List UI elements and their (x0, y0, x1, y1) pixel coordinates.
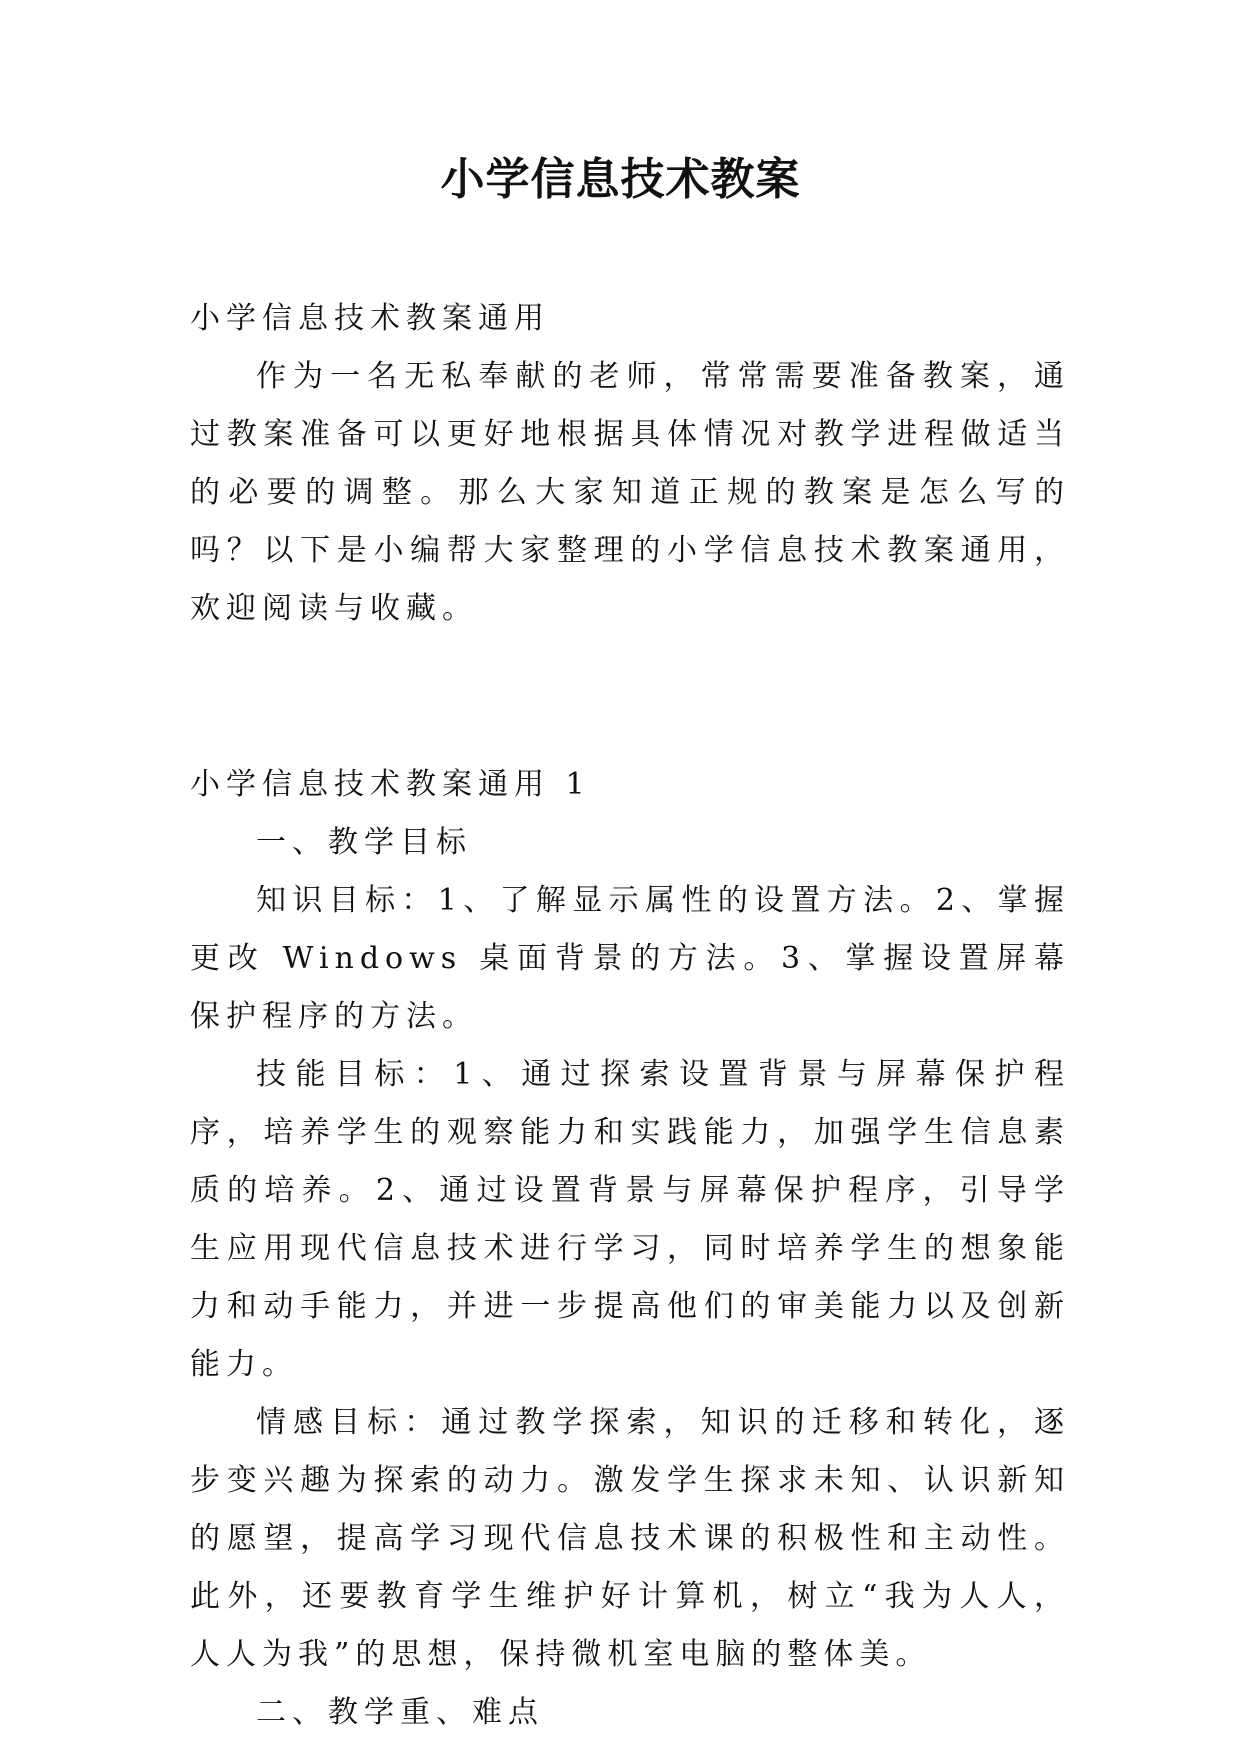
document-title: 小学信息技术教案 (440, 154, 801, 205)
subheading-key-points: 二、教学重、难点 (256, 1695, 544, 1730)
emotion-goals-paragraph: 情感目标：通过教学探索，知识的迁移和转化，逐步变兴趣为探索的动力。激发学生探求未知、认识新知的愿望，提高学习现代信息技术课的积极性和主动性。此外，还要教育学生维护好计算机，树立“我为人人，人人为我”的思想，保持微机室电脑的整体美。 (190, 1405, 1070, 1672)
skill-goals-paragraph: 技能目标：1、通过探索设置背景与屏幕保护程序，培养学生的观察能力和实践能力，加强学生信息素质的培养。2、通过设置背景与屏幕保护程序，引导学生应用现代信息技术进行学习，同时培养学生的想象能力和动手能力，并进一步提高他们的审美能力以及创新能力。 (190, 1057, 1070, 1382)
section-heading-plan-1: 小学信息技术教案通用 1 (190, 767, 591, 802)
document-body (190, 290, 1070, 1742)
intro-paragraph: 作为一名无私奉献的老师，常常需要准备教案，通过教案准备可以更好地根据具体情况对教学进程做适当的必要的调整。那么大家知道正规的教案是怎么写的吗？以下是小编帮大家整理的小学信息技术教案通用，欢迎阅读与收藏。 (190, 359, 1070, 626)
subheading-teaching-goals: 一、教学目标 (256, 825, 472, 860)
section-heading-intro: 小学信息技术教案通用 (190, 301, 550, 336)
knowledge-goals-paragraph: 知识目标：1、了解显示属性的设置方法。2、掌握更改 Windows 桌面背景的方法。3、掌握设置屏幕保护程序的方法。 (190, 883, 1070, 1034)
